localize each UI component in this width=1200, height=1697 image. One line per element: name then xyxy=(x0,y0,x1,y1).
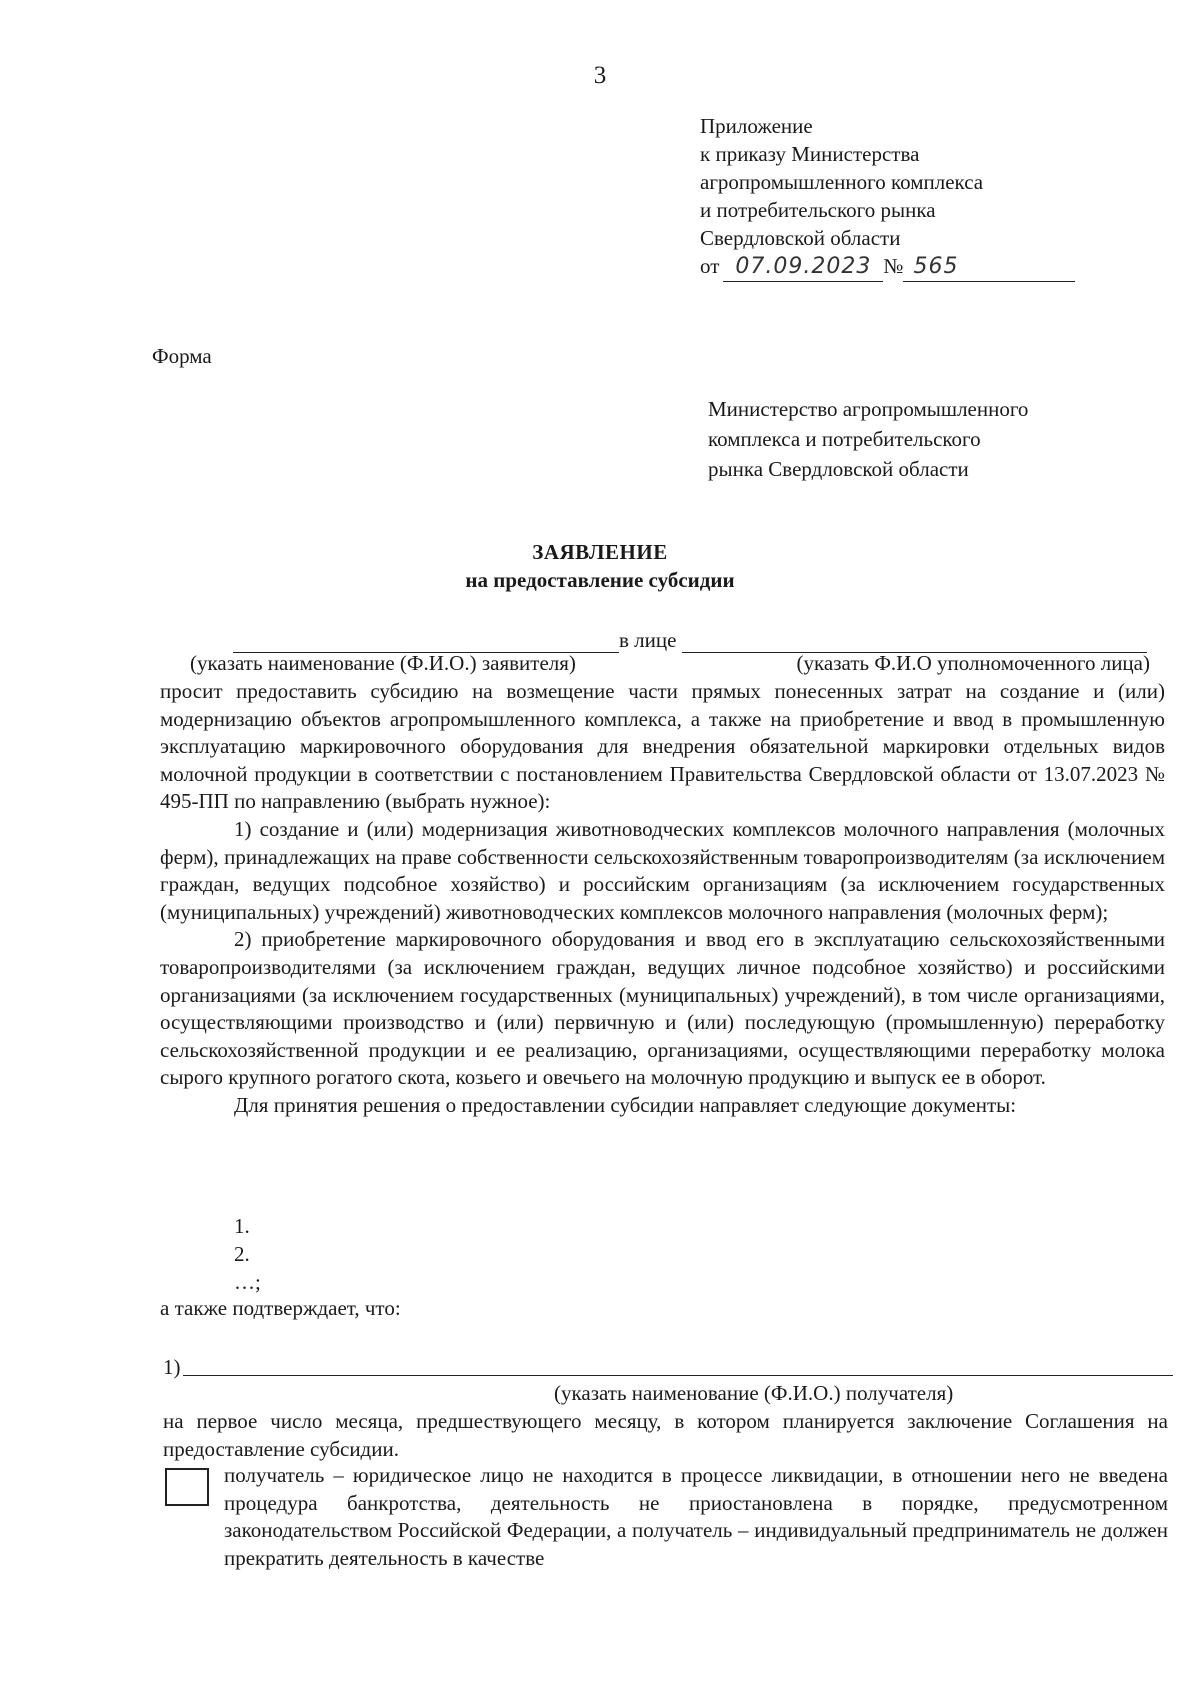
documents-intro: Для принятия решения о предоставлении субсидии направляет следующие документы: xyxy=(234,1092,1017,1117)
authorized-hint: (указать Ф.И.О уполномоченного лица) xyxy=(796,651,1150,675)
applicant-hints xyxy=(190,651,1150,676)
applicant-name-blank[interactable] xyxy=(233,632,619,653)
handwritten-date: 07.09.2023 xyxy=(723,253,883,282)
confirmation-checkbox[interactable] xyxy=(165,1468,209,1506)
appendix-line: и потребительского рынка xyxy=(700,198,936,222)
handwritten-number: 565 xyxy=(903,253,1075,282)
recipient-hint: (указать наименование (Ф.И.О.) получателя) xyxy=(554,1381,954,1405)
appendix-line: Свердловской области xyxy=(700,226,901,250)
also-confirms: а также подтверждает, что: xyxy=(160,1296,401,1320)
applicant-hint: (указать наименование (Ф.И.О.) заявителя) xyxy=(190,651,576,675)
applicant-fill-line xyxy=(233,628,1158,653)
page-number: 3 xyxy=(593,62,607,89)
direction-item-1: 1) создание и (или) модернизация животноводческих комплексов молочного направления (молочных ферм), принадлежащих на праве собственности сельскохозяйственным товаропроизводителям (за исключением граждан, ведущих подсобное хозяйство) и российским организациям (за исключением государственных (муниципальных) учреждений) животноводческих комплексов молочного направления (молочных ферм); xyxy=(160,816,1165,924)
documents-list-item: 1. xyxy=(234,1214,250,1238)
addressee-block xyxy=(708,394,1028,484)
order-date-number-line xyxy=(700,252,1075,282)
title-main: ЗАЯВЛЕНИЕ xyxy=(532,540,668,564)
addressee-line: рынка Свердловской области xyxy=(708,457,969,481)
documents-list xyxy=(234,1212,261,1296)
direction-item-2: 2) приобретение маркировочного оборудования и ввод его в эксплуатацию сельскохозяйственными товаропроизводителями (за исключением граждан, ведущих личное подсобное хозяйство) и российскими организациями (за исключением государственных (муниципальных) учреждений), в том числе организациями, осуществляющими производство и (или) первичную и (или) последующую (промышленную) переработку сельскохозяйственной продукции и ее реализацию, организациями, осуществляющими переработку молока сырого крупного рогатого скота, козьего и овечьего на молочную продукцию и выпуск ее в оборот. xyxy=(160,927,1165,1090)
documents-list-item: 2. xyxy=(234,1242,250,1266)
document-title xyxy=(0,538,1200,594)
checkbox-statement: получатель – юридическое лицо не находится в процессе ликвидации, в отношении него не введена процедура банкротства, деятельность не приостановлена в порядке, предусмотренном законодательством Российской Федерации, а получатель – индивидуальный предприниматель не должен прекратить деятельность в качестве xyxy=(224,1463,1168,1570)
title-subtitle: на предоставление субсидии xyxy=(465,568,735,592)
body-text xyxy=(160,678,1165,1120)
recipient-fill-line xyxy=(163,1355,1173,1380)
addressee-line: Министерство агропромышленного xyxy=(708,397,1029,421)
reference-date-text: на первое число месяца, предшествующего месяцу, в котором планируется заключение Соглашения на предоставление субсидии. xyxy=(163,1409,1168,1461)
request-paragraph: просит предоставить субсидию на возмещение части прямых понесенных затрат на создание и (или) модернизацию объектов агропромышленного комплекса, а также на приобретение и ввод в промышленную эксплуатацию маркировочного оборудования для внедрения обязательной маркировки отдельных видов молочной продукции в соответствии с постановлением Правительства Свердловской области от 13.07.2023 № 495-ПП по направлению (выбрать нужное): xyxy=(160,679,1165,814)
authorized-person-blank[interactable] xyxy=(682,632,1147,653)
number-label: № xyxy=(883,254,904,278)
from-label: от xyxy=(700,254,720,278)
appendix-line: агропромышленного комплекса xyxy=(700,170,984,194)
in-person-label: в лице xyxy=(619,628,677,652)
appendix-block xyxy=(700,112,1075,282)
form-label: Форма xyxy=(152,344,212,368)
appendix-line: Приложение xyxy=(700,114,813,138)
documents-list-item: …; xyxy=(234,1270,261,1294)
recipient-name-blank[interactable] xyxy=(183,1355,1174,1376)
appendix-line: к приказу Министерства xyxy=(700,142,920,166)
recipient-number: 1) xyxy=(163,1355,181,1379)
addressee-line: комплекса и потребительского xyxy=(708,427,981,451)
